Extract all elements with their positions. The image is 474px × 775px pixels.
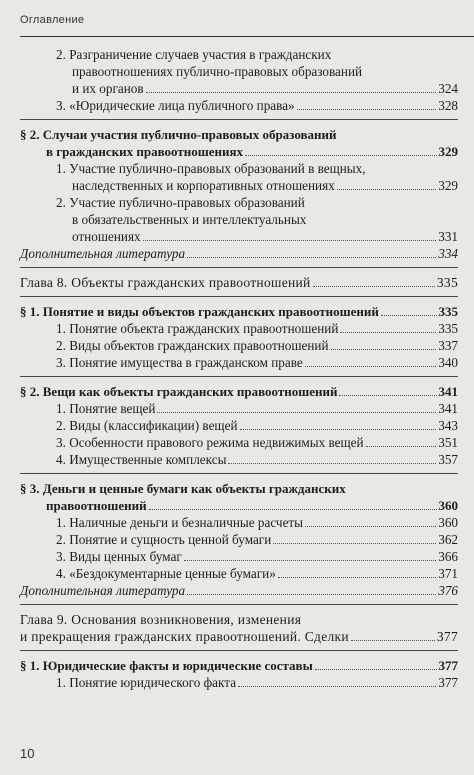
- toc-entry-line: [20, 143, 458, 160]
- toc-entry-line: [56, 337, 458, 354]
- header-rule: [20, 36, 474, 37]
- dot-leader: [337, 189, 436, 190]
- dot-leader: [228, 463, 436, 464]
- toc-item[interactable]: [20, 514, 458, 531]
- toc-page-number: 331: [438, 229, 458, 244]
- dot-leader: [238, 686, 436, 687]
- dot-leader: [331, 349, 437, 350]
- toc-entry-text: § 2. Случаи участия публично-правовых образований: [20, 127, 337, 142]
- toc-item[interactable]: [20, 194, 458, 245]
- page-number: 10: [20, 746, 35, 761]
- toc-page-number: 362: [438, 532, 458, 547]
- dot-leader: [187, 257, 436, 258]
- dot-leader: [315, 669, 437, 670]
- dot-leader: [381, 315, 437, 316]
- toc-entry-text: 4. Имущественные комплексы: [56, 452, 227, 467]
- toc-entry-line: [56, 228, 458, 245]
- dot-leader: [339, 395, 436, 396]
- toc-entry-line: [20, 628, 458, 645]
- toc-entry-text: § 1. Юридические факты и юридические составы: [20, 658, 313, 673]
- toc-entry-text: § 1. Понятие и виды объектов гражданских правоотношений: [20, 304, 379, 319]
- toc-entry-text: 4. «Бездокументарные ценные бумаги»: [56, 566, 276, 581]
- dot-leader: [305, 526, 436, 527]
- section-divider: [20, 650, 458, 651]
- toc-item[interactable]: [20, 548, 458, 565]
- section-divider: [20, 604, 458, 605]
- toc-page-number: 340: [438, 355, 458, 370]
- toc-entry-text: отношениях: [72, 229, 141, 244]
- toc-entry-text: 1. Понятие объекта гражданских правоотношений: [56, 321, 339, 336]
- toc-item[interactable]: [20, 97, 458, 114]
- running-head: Оглавление: [20, 14, 85, 26]
- toc-entry-line: [56, 434, 458, 451]
- toc-page-number: 360: [438, 515, 458, 530]
- toc-page-number: 328: [438, 98, 458, 113]
- toc-page-number: 376: [438, 583, 458, 598]
- toc-entry-line: [20, 383, 458, 400]
- toc-entry-line: [56, 674, 458, 691]
- toc-entry-line: [56, 97, 458, 114]
- toc-entry-text: 2. Участие публично-правовых образований: [56, 195, 305, 210]
- toc-item[interactable]: [20, 46, 458, 97]
- toc-entry-line: [56, 451, 458, 468]
- toc-entry-line: [56, 80, 458, 97]
- toc-item[interactable]: [20, 337, 458, 354]
- toc-entry-line: [20, 657, 458, 674]
- toc-item[interactable]: [20, 531, 458, 548]
- toc-entry-text: наследственных и корпоративных отношениях: [72, 178, 335, 193]
- toc-item[interactable]: [20, 434, 458, 451]
- toc-entry-text: Глава 8. Объекты гражданских правоотношений: [20, 275, 311, 290]
- toc-page-number: 357: [438, 452, 458, 467]
- toc-item[interactable]: [20, 674, 458, 691]
- toc-entry-text: и их органов: [72, 81, 144, 96]
- toc-page-number: 341: [438, 401, 458, 416]
- toc-entry-line: [20, 497, 458, 514]
- toc-section[interactable]: [20, 480, 458, 514]
- toc-section[interactable]: [20, 383, 458, 400]
- section-divider: [20, 376, 458, 377]
- dot-leader: [146, 92, 437, 93]
- toc-page-number: 371: [438, 566, 458, 581]
- toc-section[interactable]: [20, 657, 458, 674]
- toc-entry-text: правоотношениях публично-правовых образований: [72, 64, 363, 79]
- toc-entry-line: [56, 354, 458, 371]
- toc-page-number: 337: [438, 338, 458, 353]
- toc-item[interactable]: [20, 417, 458, 434]
- dot-leader: [366, 446, 437, 447]
- toc-entry-text: 1. Понятие юридического факта: [56, 675, 237, 690]
- toc-entry-text: и прекращения гражданских правоотношений. Сделки: [20, 629, 349, 644]
- dot-leader: [305, 366, 436, 367]
- toc-page-number: 366: [438, 549, 458, 564]
- toc-entry-text: Дополнительная литература: [20, 246, 186, 261]
- toc-page-number: 343: [438, 418, 458, 433]
- toc-entry-line: [56, 417, 458, 434]
- toc-section[interactable]: [20, 126, 458, 160]
- toc-item[interactable]: [20, 451, 458, 468]
- toc-entry-text: 2. Разграничение случаев участия в гражданских: [56, 47, 332, 62]
- toc-chapter[interactable]: [20, 274, 458, 291]
- toc-item[interactable]: [20, 354, 458, 371]
- toc-literature[interactable]: [20, 582, 458, 599]
- section-divider: [20, 267, 458, 268]
- toc-page-number: 324: [438, 81, 458, 96]
- dot-leader: [278, 577, 436, 578]
- toc-page-number: 351: [438, 435, 458, 450]
- section-divider: [20, 119, 458, 120]
- toc-entry-text: 3. «Юридические лица публичного права»: [56, 98, 295, 113]
- dot-leader: [351, 640, 435, 641]
- toc-entry-line: [56, 400, 458, 417]
- toc-item[interactable]: [20, 160, 458, 194]
- dot-leader: [245, 155, 436, 156]
- toc-literature[interactable]: [20, 245, 458, 262]
- toc-entry-text: 2. Виды объектов гражданских правоотношений: [56, 338, 329, 353]
- dot-leader: [313, 286, 435, 287]
- toc-page-number: 341: [438, 384, 458, 399]
- toc-entry-line: [20, 582, 458, 599]
- toc-entry-text: 3. Виды ценных бумаг: [56, 549, 182, 564]
- dot-leader: [157, 412, 436, 413]
- toc-page-number: 377: [438, 658, 458, 673]
- dot-leader: [340, 332, 436, 333]
- toc-page-number: 377: [436, 629, 458, 644]
- toc-page-number: 360: [438, 498, 458, 513]
- dot-leader: [184, 560, 436, 561]
- toc-entry-line: [20, 303, 458, 320]
- section-divider: [20, 473, 458, 474]
- toc-entry-line: [56, 565, 458, 582]
- dot-leader: [240, 429, 437, 430]
- dot-leader: [143, 240, 437, 241]
- toc-page-number: 334: [438, 246, 458, 261]
- toc-entry-text: 1. Наличные деньги и безналичные расчеты: [56, 515, 304, 530]
- toc-entry-text: Глава 9. Основания возникновения, изменения: [20, 612, 302, 627]
- toc-entry-line: [56, 548, 458, 565]
- toc-item[interactable]: [20, 320, 458, 337]
- toc-entry-line: [20, 245, 458, 262]
- table-of-contents: [20, 46, 458, 691]
- dot-leader: [273, 543, 436, 544]
- toc-entry-text: § 3. Деньги и ценные бумаги как объекты гражданских: [20, 481, 346, 496]
- toc-entry-text: 2. Понятие и сущность ценной бумаги: [56, 532, 272, 547]
- toc-entry-text: в гражданских правоотношениях: [46, 144, 244, 159]
- dot-leader: [149, 509, 437, 510]
- toc-chapter[interactable]: [20, 611, 458, 645]
- toc-section[interactable]: [20, 303, 458, 320]
- toc-entry-text: 3. Понятие имущества в гражданском праве: [56, 355, 303, 370]
- toc-entry-line: [56, 177, 458, 194]
- section-divider: [20, 296, 458, 297]
- toc-entry-text: 3. Особенности правового режима недвижимых вещей: [56, 435, 364, 450]
- toc-entry-text: в обязательственных и интеллектуальных: [72, 212, 307, 227]
- dot-leader: [297, 109, 437, 110]
- toc-entry-text: 1. Понятие вещей: [56, 401, 156, 416]
- toc-page-number: 335: [438, 321, 458, 336]
- toc-entry-line: [56, 514, 458, 531]
- toc-page-number: 329: [438, 178, 458, 193]
- toc-page-number: 335: [436, 275, 458, 290]
- toc-item[interactable]: [20, 565, 458, 582]
- toc-entry-text: 1. Участие публично-правовых образований в вещных,: [56, 161, 366, 176]
- toc-entry-text: § 2. Вещи как объекты гражданских правоотношений: [20, 384, 338, 399]
- toc-page-number: 329: [438, 144, 458, 159]
- toc-entry-text: 2. Виды (классификации) вещей: [56, 418, 238, 433]
- toc-entry-text: правоотношений: [46, 498, 147, 513]
- toc-entry-line: [56, 320, 458, 337]
- toc-entry-line: [20, 274, 458, 291]
- toc-page-number: 377: [438, 675, 458, 690]
- dot-leader: [187, 594, 436, 595]
- toc-item[interactable]: [20, 400, 458, 417]
- toc-entry-line: [56, 531, 458, 548]
- toc-page-number: 335: [438, 304, 458, 319]
- toc-entry-text: Дополнительная литература: [20, 583, 186, 598]
